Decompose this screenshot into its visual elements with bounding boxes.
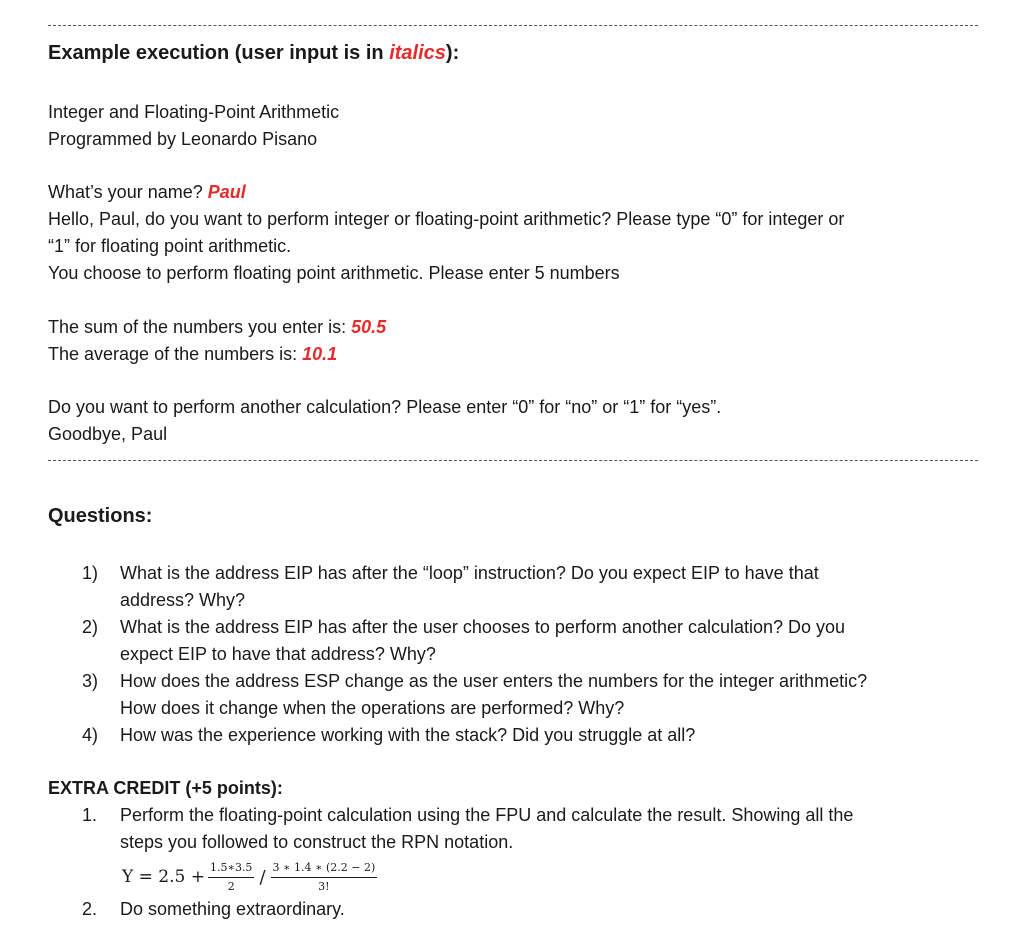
program-author: Programmed by Leonardo Pisano <box>48 129 318 149</box>
sum-line: The sum of the numbers you enter is: 50.5 <box>48 317 387 337</box>
question-1-line-1: What is the address EIP has after the “loop” instruction? Do you expect EIP to have that <box>120 563 819 583</box>
example-heading: Example execution (user input is in italics): <box>48 42 460 64</box>
user-name-input: Paul <box>207 182 246 202</box>
question-3-line-2: How does it change when the operations are performed? Why? <box>120 698 625 718</box>
extra-credit-number: 1. <box>82 805 98 825</box>
average-value: 10.1 <box>302 344 338 364</box>
extra-credit-1-line-2: steps you followed to construct the RPN notation. <box>120 832 514 852</box>
sum-value: 50.5 <box>351 317 387 337</box>
question-4-line-1: How was the experience working with the stack? Did you struggle at all? <box>120 725 696 745</box>
fraction-1-numerator: 1.5∗3.5 <box>208 861 254 878</box>
formula-lhs: Y = 2.5 + <box>122 867 205 887</box>
question-number: 2) <box>82 617 99 637</box>
questions-heading: Questions: <box>48 505 153 527</box>
fraction-1-denominator: 2 <box>227 879 235 893</box>
question-number: 1) <box>82 563 99 583</box>
fraction-1 <box>208 861 254 894</box>
extra-credit-number: 2. <box>82 899 98 919</box>
fraction-2-numerator: 3 ∗ 1.4 ∗ (2.2 − 2) <box>271 861 378 878</box>
again-line: Do you want to perform another calculation? Please enter “0” for “no” or “1” for “yes”. <box>48 397 722 417</box>
goodbye-line: Goodbye, Paul <box>48 424 168 444</box>
extra-credit-heading: EXTRA CREDIT (+5 points): <box>48 778 283 798</box>
extra-credit-1-line-1: Perform the floating-point calculation using the FPU and calculate the result. Showing all the <box>120 805 854 825</box>
fraction-2 <box>271 861 378 894</box>
question-3-line-1: How does the address ESP change as the user enters the numbers for the integer arithmetic? <box>120 671 868 691</box>
choose-line: You choose to perform floating point arithmetic. Please enter 5 numbers <box>48 263 620 283</box>
question-2-line-1: What is the address EIP has after the user chooses to perform another calculation? Do you <box>120 617 846 637</box>
rpn-formula <box>122 852 380 902</box>
question-1-line-2: address? Why? <box>120 590 246 610</box>
division-slash: / <box>259 866 266 888</box>
question-number: 4) <box>82 725 99 745</box>
hello-line-1: Hello, Paul, do you want to perform integer or floating-point arithmetic? Please type “0” for integer or <box>48 209 845 229</box>
bottom-divider <box>48 460 978 461</box>
name-prompt-line: What’s your name? Paul <box>48 182 246 202</box>
question-2-line-2: expect EIP to have that address? Why? <box>120 644 436 664</box>
fraction-2-denominator: 3! <box>318 879 330 893</box>
italics-word: italics <box>389 42 446 64</box>
question-number: 3) <box>82 671 99 691</box>
program-title: Integer and Floating-Point Arithmetic <box>48 102 340 122</box>
hello-line-2: “1” for floating point arithmetic. <box>48 236 292 256</box>
top-divider <box>48 25 978 26</box>
average-line: The average of the numbers is: 10.1 <box>48 344 338 364</box>
extra-credit-2-line-1: Do something extraordinary. <box>120 899 345 919</box>
